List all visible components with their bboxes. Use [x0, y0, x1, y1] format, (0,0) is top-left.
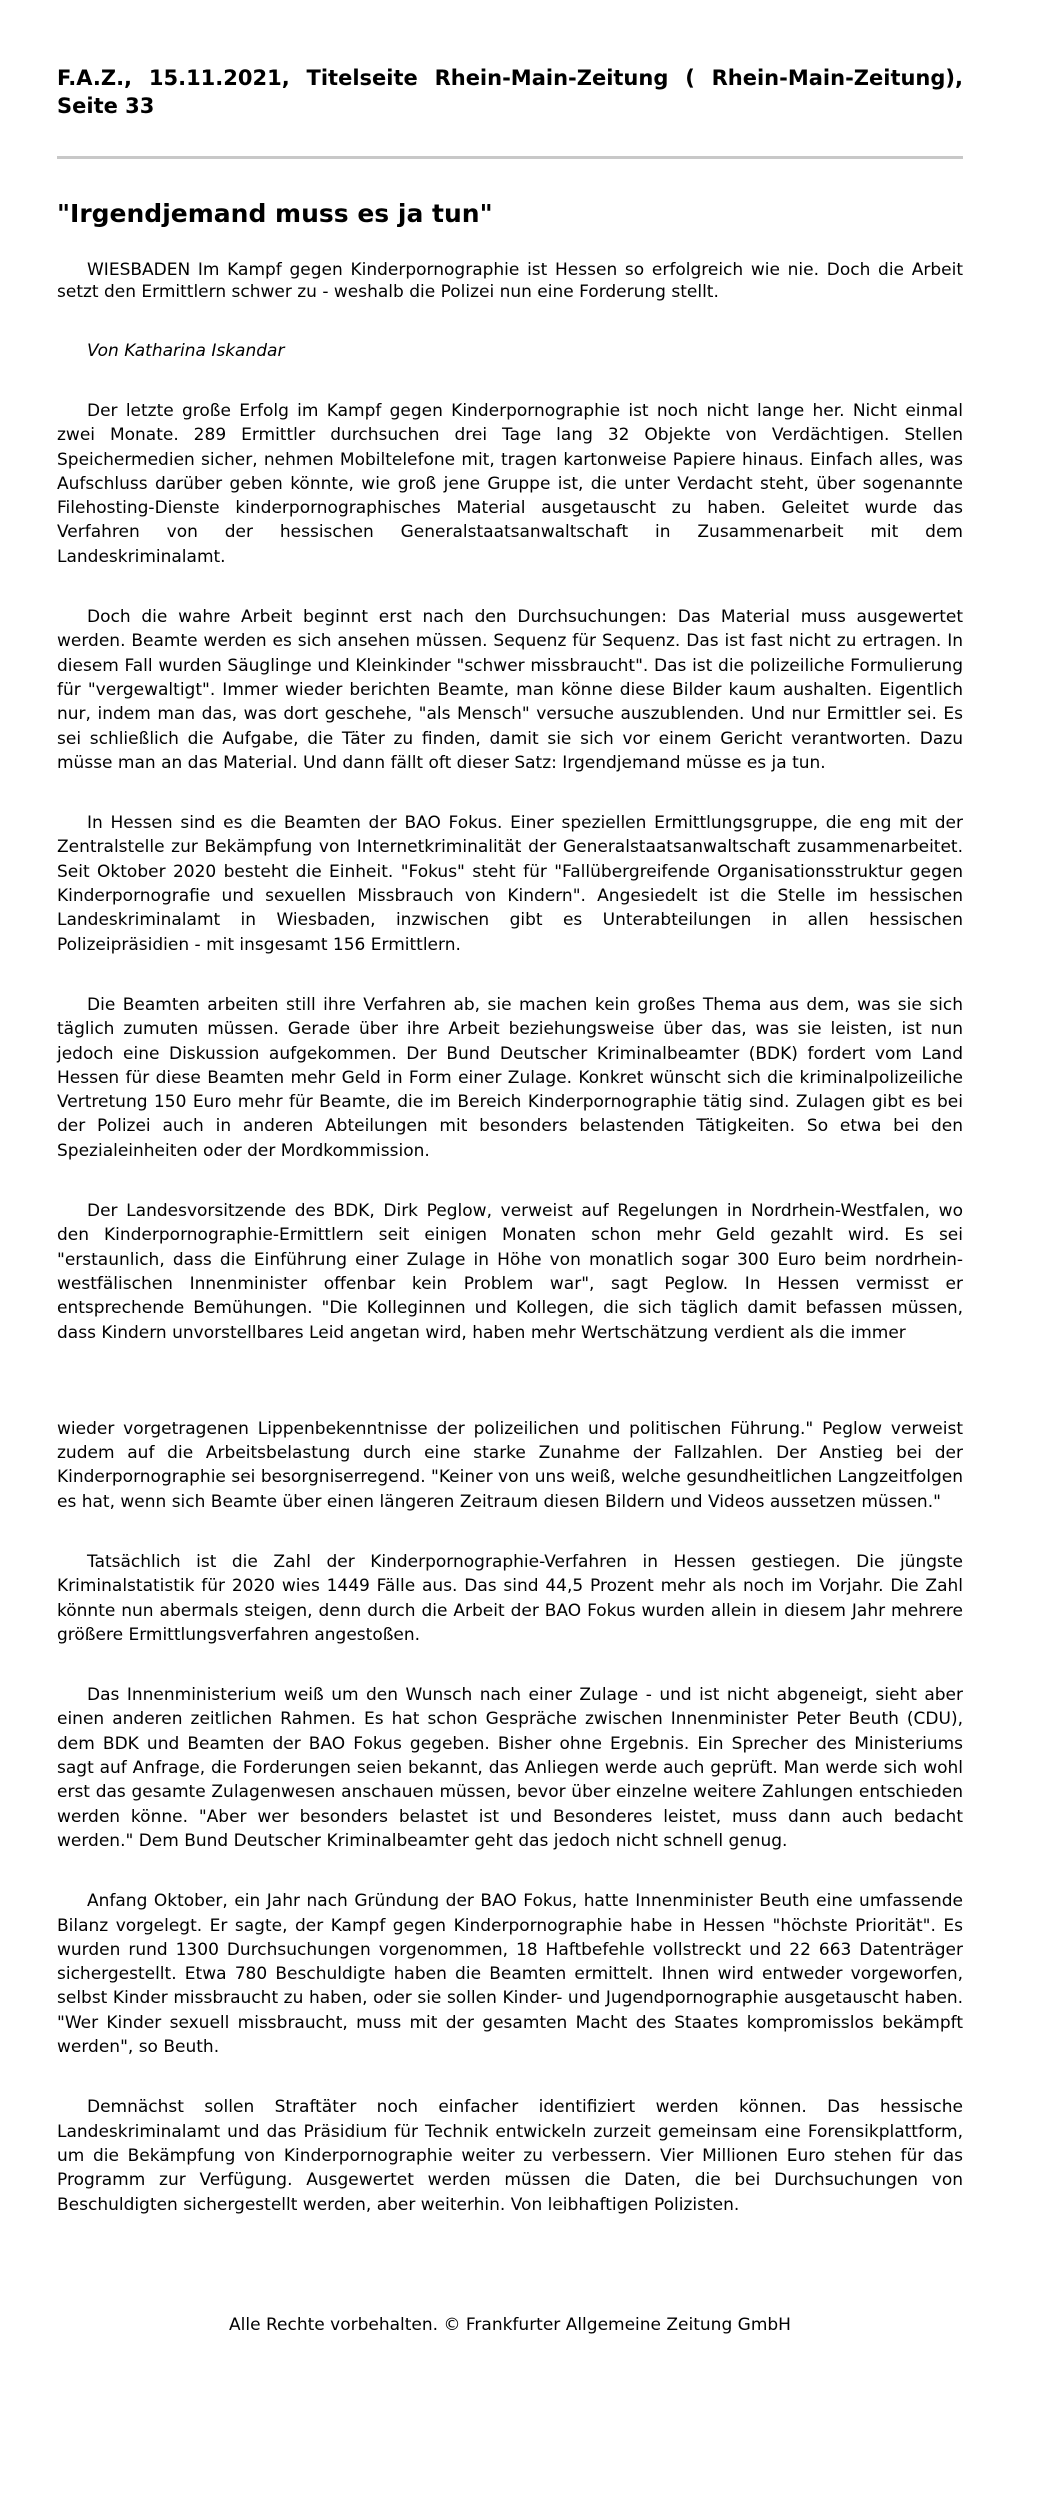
article-paragraph: Der letzte große Erfolg im Kampf gegen Kinderpornographie ist noch nicht lange her. Nicht einmal zwei Monate. 289 Ermittler durchsuchen drei Tage lang 32 Objekte von Verdächtigen. Stellen Speichermedien sicher, nehmen Mobiltelefone mit, tragen kartonweise Papiere hinaus. Einfach alles, was Aufschluss darüber geben könnte, wie groß jene Gruppe ist, die unter Verdacht steht, über sogenannte Filehosting-Dienste kinderpornographisches Material ausgetauscht zu haben. Geleitet wurde das Verfahren von der hessischen Generalstaatsanwaltschaft in Zusammenarbeit mit dem Landeskriminalamt. — [57, 401, 963, 567]
article-paragraph-continuation: wieder vorgetragenen Lippenbekenntnisse der polizeilichen und politischen Führung." Peglow verweist zudem auf die Arbeitsbelastung durch eine starke Zunahme der Fallzahlen. Der Anstieg bei der Kinderpornographie sei besorgniserregend. "Keiner von uns weiß, welche gesundheitlichen Langzeitfolgen es hat, wenn sich Beamte über einen längeren Zeitraum diesen Bildern und Videos aussetzen müssen." — [57, 1418, 963, 1512]
article-paragraph: Das Innenministerium weiß um den Wunsch nach einer Zulage - und ist nicht abgeneigt, sieht aber einen anderen zeitlichen Rahmen. Es hat schon Gespräche zwischen Innenminister Peter Beuth (CDU), dem BDK und Beamten der BAO Fokus gegeben. Bisher ohne Ergebnis. Ein Sprecher des Ministeriums sagt auf Anfrage, die Forderungen seien bekannt, das Anliegen werde auch geprüft. Man werde sich wohl erst das gesamte Zulagenwesen anschauen müssen, bevor über einzelne weitere Zahlungen entschieden werden könne. "Aber wer besonders belastet ist und Besonderes leistet, muss dann auch bedacht werden." Dem Bund Deutscher Kriminalbeamter geht das jedoch nicht schnell genug. — [57, 1685, 963, 1851]
copyright-notice: Alle Rechte vorbehalten. © Frankfurter Allgemeine Zeitung GmbH — [229, 2314, 791, 2335]
byline: Von Katharina Iskandar — [87, 341, 285, 361]
article-paragraph: Die Beamten arbeiten still ihre Verfahren ab, sie machen kein großes Thema aus dem, was sie sich täglich zumuten müssen. Gerade über ihre Arbeit beziehungsweise über das, was sie leisten, ist nun jedoch eine Diskussion aufgekommen. Der Bund Deutscher Kriminalbeamter (BDK) fordert vom Land Hessen für diese Beamten mehr Geld in Form einer Zulage. Konkret wünscht sich die kriminalpolizeiliche Vertretung 150 Euro mehr für Beamte, die im Bereich Kinderpornographie tätig sind. Zulagen gibt es bei der Polizei auch in anderen Abteilungen mit besonders belastenden Tätigkeiten. So etwa bei den Spezialeinheiten oder der Mordkommission. — [57, 994, 963, 1161]
article-headline: "Irgendjemand muss es ja tun" — [57, 199, 493, 228]
article-paragraph: Der Landesvorsitzende des BDK, Dirk Peglow, verweist auf Regelungen in Nordrhein-Westfalen, wo den Kinderpornographie-Ermittlern seit einigen Monaten schon mehr Geld gezahlt wird. Es sei "erstaunlich, dass die Einführung einer Zulage in Höhe von monatlich sogar 300 Euro beim nordrhein-westfälischen Innenminister offenbar kein Problem war", sagt Peglow. In Hessen vermisst er entsprechende Bemühungen. "Die Kolleginnen und Kollegen, die sich täglich damit befassen müssen, dass Kindern unvorstellbares Leid angetan wird, haben mehr Wertschätzung verdient als die immer — [57, 1201, 963, 1343]
source-line: F.A.Z., 15.11.2021, Titelseite Rhein-Main-Zeitung ( Rhein-Main-Zeitung), Seite 33 — [57, 66, 963, 118]
article-paragraph: Doch die wahre Arbeit beginnt erst nach den Durchsuchungen: Das Material muss ausgewertet werden. Beamte werden es sich ansehen müssen. Sequenz für Sequenz. Das ist fast nicht zu ertragen. In diesem Fall wurden Säuglinge und Kleinkinder "schwer missbraucht". Das ist die polizeiliche Formulierung für "vergewaltigt". Immer wieder berichten Beamte, man könne diese Bilder kaum aushalten. Eigentlich nur, indem man das, was dort geschehe, "als Mensch" versuche auszublenden. Und nur Ermittler sei. Es sei schließlich die Aufgabe, die Täter zu finden, damit sie sich vor einem Gericht verantworten. Dazu müsse man an das Material. Und dann fällt oft dieser Satz: Irgendjemand müsse es ja tun. — [57, 607, 963, 773]
header-divider — [57, 156, 963, 159]
article-paragraph: Tatsächlich ist die Zahl der Kinderpornographie-Verfahren in Hessen gestiegen. Die jüngste Kriminalstatistik für 2020 wies 1449 Fälle aus. Das sind 44,5 Prozent mehr als noch im Vorjahr. Die Zahl könnte nun abermals steigen, denn durch die Arbeit der BAO Fokus wurden allein in diesem Jahr mehrere größere Ermittlungsverfahren angestoßen. — [57, 1551, 963, 1645]
article-paragraph: Anfang Oktober, ein Jahr nach Gründung der BAO Fokus, hatte Innenminister Beuth eine umfassende Bilanz vorgelegt. Er sagte, der Kampf gegen Kinderpornographie habe in Hessen "höchste Priorität". Es wurden rund 1300 Durchsuchungen vorgenommen, 18 Haftbefehle vollstreckt und 22 663 Datenträger sichergestellt. Etwa 780 Beschuldigte haben die Beamten ermittelt. Ihnen wird entweder vorgeworfen, selbst Kinder missbraucht zu haben, oder sie sollen Kinder- und Jugendpornographie ausgetauscht haben. "Wer Kinder sexuell missbraucht, muss mit der gesamten Macht des Staates kompromisslos bekämpft werden", so Beuth. — [57, 1891, 963, 2058]
article-paragraph: Demnächst sollen Straftäter noch einfacher identifiziert werden können. Das hessische Landeskriminalamt und das Präsidium für Technik entwickeln zurzeit gemeinsam eine Forensikplattform, um die Bekämpfung von Kinderpornographie weiter zu verbessern. Vier Millionen Euro stehen für das Programm zur Verfügung. Ausgewertet werden müssen die Daten, die bei Durchsuchungen von Beschuldigten sichergestellt werden, aber weiterhin. Von leibhaftigen Polizisten. — [57, 2097, 963, 2215]
article-paragraph: In Hessen sind es die Beamten der BAO Fokus. Einer speziellen Ermittlungsgruppe, die eng mit der Zentralstelle zur Bekämpfung von Internetkriminalität der Generalstaatsanwaltschaft zusammenarbeitet. Seit Oktober 2020 besteht die Einheit. "Fokus" steht für "Fallübergreifende Organisationsstruktur gegen Kinderpornografie und sexuellen Missbrauch von Kindern". Angesiedelt ist die Stelle im hessischen Landeskriminalamt in Wiesbaden, inzwischen gibt es Unterabteilungen in allen hessischen Polizeipräsidien - mit insgesamt 156 Ermittlern. — [57, 813, 963, 955]
lead-paragraph: WIESBADEN Im Kampf gegen Kinderpornographie ist Hessen so erfolgreich wie nie. Doch die Arbeit setzt den Ermittlern schwer zu - weshalb die Polizei nun eine Forderung stellt. — [57, 260, 963, 302]
